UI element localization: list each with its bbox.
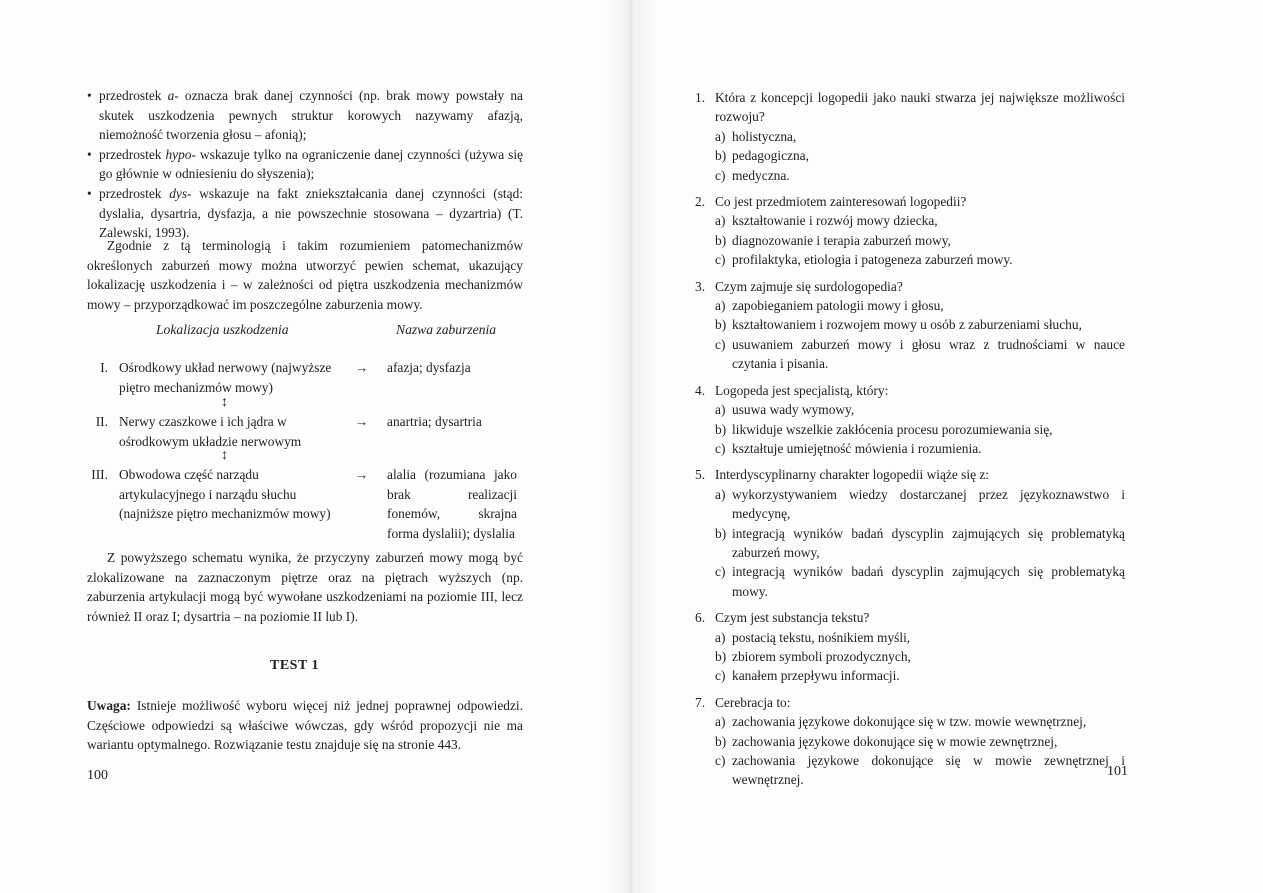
question-number: 1. — [695, 90, 706, 105]
schema-row-number: I. — [100, 360, 108, 375]
option-letter: b) — [715, 525, 727, 541]
option-letter: a) — [715, 629, 726, 645]
answer-option — [695, 335, 1125, 374]
option-letter: b) — [715, 648, 727, 664]
option-letter: c) — [715, 167, 726, 183]
question-list — [695, 88, 1125, 797]
option-text: kształtowaniem i rozwojem mowy u osób z zaburzeniami słuchu, — [732, 317, 1082, 333]
question-text — [695, 693, 1125, 712]
answer-option — [695, 439, 1125, 458]
question-text — [695, 277, 1125, 296]
question-text — [695, 465, 1125, 484]
question-label: Logopeda jest specjalistą, który: — [715, 382, 889, 398]
answer-option — [695, 647, 1125, 666]
option-text: zachowania językowe dokonujące się w mowie zewnętrznej, — [732, 733, 1058, 749]
option-text: kształtuje umiejętność mówienia i rozumienia. — [732, 440, 982, 456]
right-arrow-icon: → — [355, 360, 369, 375]
question-label: Która z koncepcji logopedii jako nauki stwarza jej największe możliwości rozwoju? — [715, 90, 1125, 125]
question-block — [695, 693, 1125, 790]
option-text: zachowania językowe dokonujące się w tzw. mowie wewnętrznej, — [732, 714, 1087, 730]
option-text: pedagogiczna, — [732, 148, 809, 164]
option-letter: b) — [715, 232, 727, 248]
option-text: kanałem przepływu informacji. — [732, 668, 900, 684]
option-text: zbiorem symboli prozodycznych, — [732, 648, 911, 664]
option-text: usuwaniem zaburzeń mowy i głosu wraz z trudnościami w nauce czytania i pisania. — [732, 336, 1125, 372]
answer-option — [695, 166, 1125, 185]
question-block — [695, 465, 1125, 601]
answer-option — [695, 562, 1125, 601]
schema-row-number: II. — [95, 414, 108, 429]
up-down-arrow-icon: ↕ — [221, 395, 228, 410]
option-letter: a) — [715, 128, 726, 144]
option-text: medyczna. — [732, 167, 790, 183]
option-letter: a) — [715, 213, 726, 229]
question-number: 7. — [695, 694, 706, 710]
option-letter: c) — [715, 668, 726, 684]
question-block — [695, 88, 1125, 185]
answer-option — [695, 524, 1125, 563]
option-text: profilaktyka, etiologia i patogeneza zaburzeń mowy. — [732, 252, 1013, 268]
question-label: Cerebracja to: — [715, 694, 791, 710]
note-label: Uwaga: — [87, 698, 131, 713]
answer-option — [695, 146, 1125, 165]
question-label: Interdyscyplinarny charakter logopedii wiąże się z: — [715, 467, 990, 483]
option-letter: a) — [715, 402, 726, 418]
answer-option — [695, 400, 1125, 419]
option-text: integracją wyników badań dyscyplin zajmujących się problematyką mowy. — [732, 564, 1125, 599]
option-letter: a) — [715, 714, 726, 730]
question-label: Co jest przedmiotem zainteresowań logopedii? — [715, 194, 967, 210]
right-arrow-icon: → — [355, 467, 369, 482]
option-text: zapobieganiem patologii mowy i głosu, — [732, 298, 944, 314]
option-letter: c) — [715, 336, 726, 352]
question-label: Czym zajmuje się surdologopedia? — [715, 278, 903, 294]
option-text: zachowania językowe dokonujące się w mowie zewnętrznej i wewnętrznej. — [732, 753, 1125, 788]
question-block — [695, 608, 1125, 686]
option-text: postacią tekstu, nośnikiem myśli, — [732, 629, 911, 645]
answer-option — [695, 296, 1125, 315]
book-gutter — [606, 0, 656, 893]
answer-option — [695, 127, 1125, 146]
right-arrow-icon: → — [355, 414, 369, 429]
schema-row-disorder: afazja; dysfazja — [387, 360, 471, 375]
answer-option — [695, 666, 1125, 685]
question-block — [695, 192, 1125, 270]
note-text: Istnieje możliwość wyboru więcej niż jednej poprawnej odpowiedzi. Częściowe odpowiedzi są właściwe wówczas, gdy wśród propozycji nie ma wariantu optymalnego. Rozwiązanie testu znajduje się na stronie 443. — [87, 698, 523, 753]
schema-row-disorder: anartria; dysartria — [387, 414, 482, 429]
option-text: likwiduje wszelkie zakłócenia procesu porozumiewania się, — [732, 421, 1053, 437]
question-block — [695, 381, 1125, 459]
answer-option — [695, 211, 1125, 230]
option-letter: c) — [715, 753, 726, 768]
question-label: Czym jest substancja tekstu? — [715, 610, 870, 626]
option-text: usuwa wady wymowy, — [732, 402, 855, 418]
schema-row-number: III. — [91, 467, 108, 482]
option-text: diagnozowanie i terapia zaburzeń mowy, — [732, 232, 951, 248]
schema-header-location: Lokalizacja uszkodzenia — [156, 322, 289, 337]
question-text — [695, 381, 1125, 400]
schema-row-location: Obwodowa część narządu artykulacyjnego i narządu słuchu (najniższe piętro mechanizmów mowy) — [119, 467, 331, 522]
option-text: kształtowanie i rozwój mowy dziecka, — [732, 213, 938, 229]
page-number-left: 100 — [87, 768, 108, 783]
question-number: 4. — [695, 382, 706, 398]
question-number: 2. — [695, 194, 706, 210]
option-letter: c) — [715, 252, 726, 268]
option-text: integracją wyników badań dyscyplin zajmujących się problematyką zaburzeń mowy, — [732, 525, 1125, 560]
test-title: TEST 1 — [270, 658, 320, 673]
answer-option — [695, 250, 1125, 269]
question-number: 5. — [695, 467, 706, 483]
option-letter: c) — [715, 440, 726, 456]
answer-option — [695, 420, 1125, 439]
question-text — [695, 192, 1125, 211]
answer-option — [695, 315, 1125, 334]
answer-option — [695, 751, 1125, 790]
option-letter: b) — [715, 421, 727, 437]
up-down-arrow-icon: ↕ — [221, 448, 228, 463]
option-letter: c) — [715, 564, 726, 580]
question-text — [695, 608, 1125, 627]
answer-option — [695, 485, 1125, 524]
question-block — [695, 277, 1125, 374]
answer-option — [695, 732, 1125, 751]
bullet-item-dys: • przedrostek dys- wskazuje na fakt zniekształcania danej czynności (stąd: dyslalia, dysartria, dysfazja, a nie powszechnie stosowana – dyzartria) (T. Zalewski, 1993). — [87, 184, 523, 243]
page-number-right: 101 — [1107, 764, 1128, 779]
question-number: 6. — [695, 610, 706, 626]
option-text: wykorzystywaniem wiedzy dostarczanej przez językoznawstwo i medycynę, — [732, 486, 1125, 522]
schema-row-location: Ośrodkowy układ nerwowy (najwyższe piętro mechanizmów mowy) — [119, 360, 332, 395]
paragraph-terminology: Zgodnie z tą terminologią i takim rozumieniem patomechanizmów określonych zaburzeń mowy można utworzyć pewien schemat, ukazujący lokalizację uszkodzenia i – w zależności od piętra uszkodzenia mechanizmów mowy – przyporządkować im poszczególne zaburzenia mowy. — [87, 238, 523, 312]
bullet-item-hypo: • przedrostek hypo- wskazuje tylko na ograniczenie danej czynności (używa się go głównie w odniesieniu do słyszenia); — [87, 145, 523, 184]
prefix-bullet-list — [87, 86, 523, 243]
schema-row-location: Nerwy czaszkowe i ich jądra w ośrodkowym układzie nerwowym — [119, 414, 302, 449]
option-letter: b) — [715, 148, 727, 164]
paragraph-conclusion: Z powyższego schematu wynika, że przyczyny zaburzeń mowy mogą być zlokalizowane na zaznaczonym piętrze oraz na piętrach wyższych (np. zaburzenia artykulacji mogą być wywołane uszkodzeniami na poziomie III, lecz również II oraz I; dysartria – na poziomie II lub I). — [87, 550, 523, 624]
bullet-item-a: • przedrostek a- oznacza brak danej czynności (np. brak mowy powstały na skutek uszkodzenia pewnych struktur korowych nazywamy afazją, niemożność tworzenia głosu – afonią); — [87, 86, 523, 145]
schema-header-disorder: Nazwa zaburzenia — [396, 322, 497, 337]
option-letter: a) — [715, 486, 726, 502]
option-letter: b) — [715, 733, 727, 749]
answer-option — [695, 231, 1125, 250]
option-text: holistyczna, — [732, 128, 797, 144]
option-letter: b) — [715, 317, 727, 333]
option-letter: a) — [715, 298, 726, 314]
schema-row-disorder: alalia (rozumiana jako brak realizacji fonemów, skrajna forma dyslalii); dyslalia — [387, 467, 517, 541]
answer-option — [695, 628, 1125, 647]
test-note — [87, 696, 523, 755]
question-text — [695, 88, 1125, 127]
answer-option — [695, 712, 1125, 731]
question-number: 3. — [695, 278, 706, 294]
